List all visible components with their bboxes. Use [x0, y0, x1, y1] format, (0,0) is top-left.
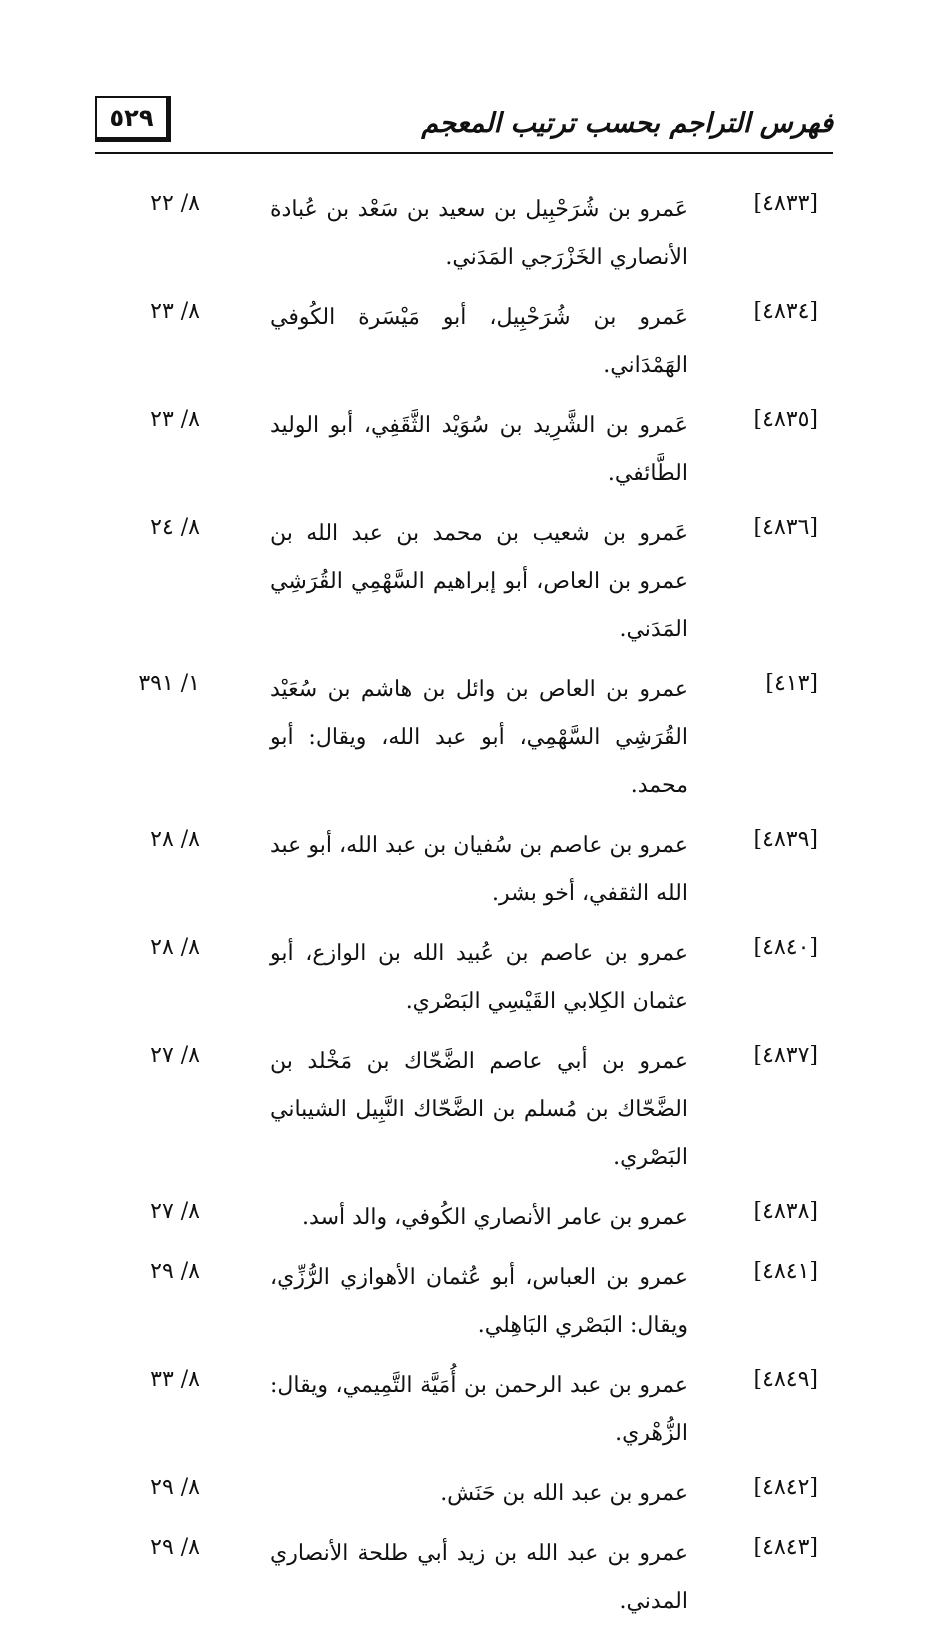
entry-name: عمرو بن عامر الأنصاري الكُوفي، والد أسد.	[302, 1205, 688, 1230]
entry-location: ٨/ ٢٩	[150, 1475, 200, 1500]
entry-location: ٨/ ٢٨	[150, 935, 200, 960]
entry-name: عمرو بن أبي عاصم الضَّحّاك بن مَخْلد بن الضَّحّاك بن مُسلم بن الضَّحّاك النَّبِيل الشيباني البَصْري.	[270, 1049, 688, 1170]
index-entry	[0, 186, 943, 282]
index-entries	[0, 186, 943, 1638]
entry-location: ٨/ ٢٩	[150, 1259, 200, 1284]
entry-number: [٤٨٤٩]	[753, 1367, 818, 1392]
entry-name: عَمرو بن شُرَحْبِيل، أبو مَيْسَرة الكُوفي الهَمْدَاني.	[270, 305, 688, 378]
index-entry	[0, 822, 943, 918]
entry-name: عمرو بن عبد الرحمن بن أُمَيَّة التَّمِيمي، ويقال: الزُّهْري.	[270, 1373, 688, 1446]
index-entry	[0, 1194, 943, 1242]
index-entry	[0, 1530, 943, 1626]
entry-name: عمرو بن عبد الله بن حَنَش.	[440, 1481, 688, 1506]
index-entry	[0, 294, 943, 390]
index-entry	[0, 1470, 943, 1518]
entry-number: [٤٨٣٥]	[753, 407, 818, 432]
entry-number: [٤٨٣٩]	[753, 827, 818, 852]
entry-location: ٨/ ٢٢	[150, 191, 200, 216]
entry-name: عَمرو بن شُرَحْبِيل بن سعيد بن سَعْد بن عُبادة الأنصاري الخَزْرَجي المَدَني.	[270, 197, 688, 270]
entry-location: ١/ ٣٩١	[138, 671, 200, 696]
entry-number: [٤٨٤٣]	[753, 1535, 818, 1560]
entry-location: ٨/ ٢٧	[150, 1199, 200, 1224]
index-entry	[0, 510, 943, 654]
entry-name: عَمرو بن شعيب بن محمد بن عبد الله بن عمرو بن العاص، أبو إبراهيم السَّهْمِي القُرَشِي المَدَني.	[270, 521, 688, 642]
page-header	[95, 96, 833, 154]
index-entry	[0, 402, 943, 498]
entry-name: عمرو بن عاصم بن عُبيد الله بن الوازع، أبو عثمان الكِلابي القَيْسِي البَصْري.	[270, 941, 688, 1014]
index-entry	[0, 1254, 943, 1350]
entry-name: عمرو بن العاص بن وائل بن هاشم بن سُعَيْد القُرَشِي السَّهْمِي، أبو عبد الله، ويقال: أبو محمد.	[270, 677, 688, 798]
index-entry	[0, 1038, 943, 1182]
entry-number: [٤٨٣٤]	[753, 299, 818, 324]
entry-name: عمرو بن العباس، أبو عُثمان الأهوازي الرُّزِّي، ويقال: البَصْري البَاهِلي.	[270, 1265, 688, 1338]
entry-name: عمرو بن عبد الله بن زيد أبي طلحة الأنصاري المدني.	[270, 1541, 688, 1614]
entry-location: ٨/ ٢٩	[150, 1535, 200, 1560]
entry-number: [٤٨٤٢]	[753, 1475, 818, 1500]
entry-location: ٨/ ٢٧	[150, 1043, 200, 1068]
entry-number: [٤٨٣٨]	[753, 1199, 818, 1224]
entry-name: عَمرو بن الشَّرِيد بن سُوَيْد الثَّقَفِي، أبو الوليد الطَّائفي.	[270, 413, 688, 486]
index-entry	[0, 930, 943, 1026]
entry-number: [٤٨٣٣]	[753, 191, 818, 216]
entry-name: عمرو بن عاصم بن سُفيان بن عبد الله، أبو عبد الله الثقفي، أخو بشر.	[270, 833, 688, 906]
page-number: ٥٢٩	[95, 96, 171, 142]
entry-number: [٤٨٤١]	[753, 1259, 818, 1284]
index-entry	[0, 666, 943, 810]
entry-number: [٤٨٣٦]	[753, 515, 818, 540]
entry-number: [٤٨٤٠]	[753, 935, 818, 960]
entry-location: ٨/ ٣٣	[150, 1367, 200, 1392]
entry-number: [٤٨٣٧]	[753, 1043, 818, 1068]
entry-location: ٨/ ٢٨	[150, 827, 200, 852]
entry-location: ٨/ ٢٣	[150, 407, 200, 432]
entry-location: ٨/ ٢٣	[150, 299, 200, 324]
running-title: فهرس التراجم بحسب ترتيب المعجم	[421, 108, 833, 139]
index-entry	[0, 1362, 943, 1458]
entry-number: [٤١٣]	[765, 671, 818, 696]
entry-location: ٨/ ٢٤	[150, 515, 200, 540]
